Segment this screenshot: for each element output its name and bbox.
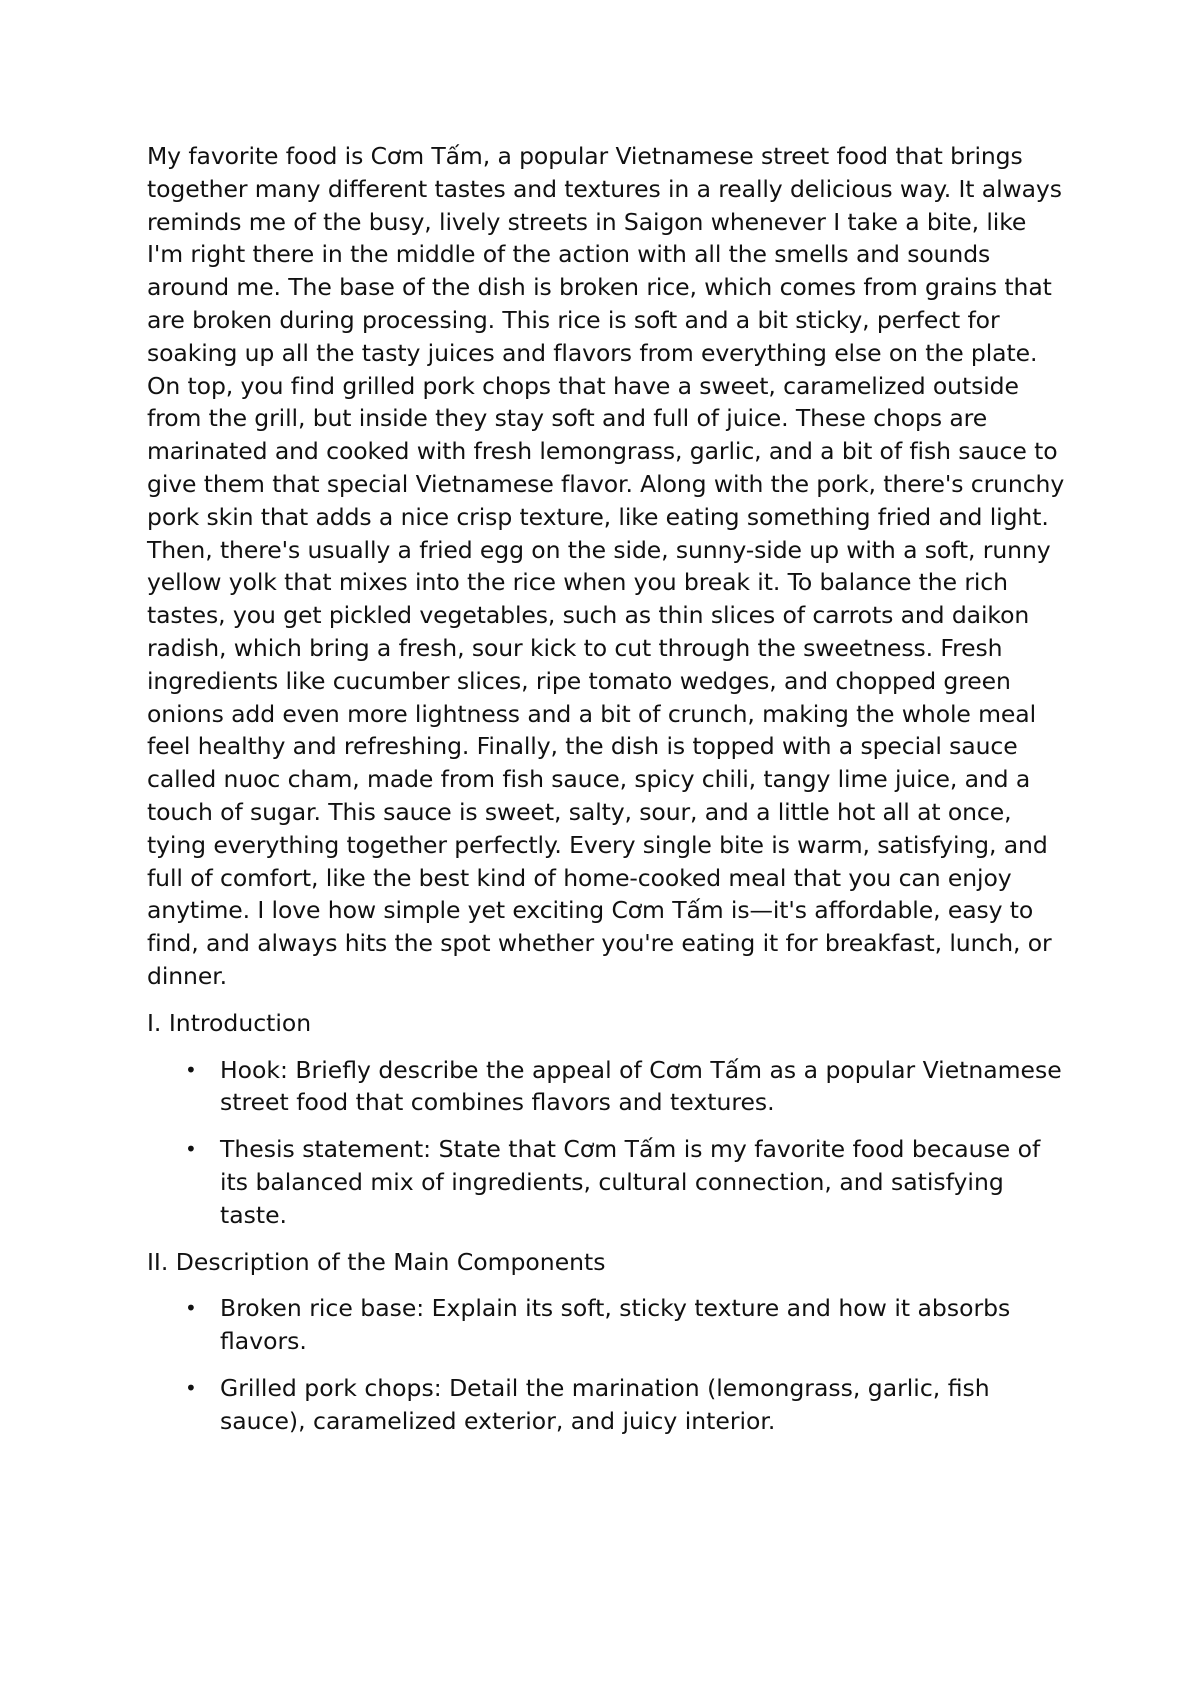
bullet-icon: • [185,1375,197,1400]
list-item-text: Thesis statement: State that Cơm Tấm is my favorite food because of its balanced mix of ingredients, cultural connection, and satisfying taste. [220,1135,1041,1229]
list-item [147,1372,1067,1438]
list-item [147,1292,1067,1358]
outline-section-introduction [147,1007,1067,1232]
bullet-icon: • [185,1296,197,1321]
essay-paragraph: My favorite food is Cơm Tấm, a popular Vietnamese street food that brings together many different tastes and textures in a really delicious way. It always reminds me of the busy, lively streets in Saigon whenever I take a bite, like I'm right there in the middle of the action with all the smells and sounds around me. The base of the dish is broken rice, which comes from grains that are broken during processing. This rice is soft and a bit sticky, perfect for soaking up all the tasty juices and flavors from everything else on the plate. On top, you find grilled pork chops that have a sweet, caramelized outside from the grill, but inside they stay soft and full of juice. These chops are marinated and cooked with fresh lemongrass, garlic, and a bit of fish sauce to give them that special Vietnamese flavor. Along with the pork, there's crunchy pork skin that adds a nice crisp texture, like eating something fried and light. Then, there's usually a fried egg on the side, sunny-side up with a soft, runny yellow yolk that mixes into the rice when you break it. To balance the rich tastes, you get pickled vegetables, such as thin slices of carrots and daikon radish, which bring a fresh, sour kick to cut through the sweetness. Fresh ingredients like cucumber slices, ripe tomato wedges, and chopped green onions add even more lightness and a bit of crunch, making the whole meal feel healthy and refreshing. Finally, the dish is topped with a special sauce called nuoc cham, made from fish sauce, spicy chili, tangy lime juice, and a touch of sugar. This sauce is sweet, salty, sour, and a little hot all at once, tying everything together perfectly. Every single bite is warm, satisfying, and full of comfort, like the best kind of home-cooked meal that you can enjoy anytime. I love how simple yet exciting Cơm Tấm is—it's affordable, easy to find, and always hits the spot whether you're eating it for breakfast, lunch, or dinner. [147,142,1065,990]
section-heading: I. Introduction [147,1008,312,1037]
list-item [147,1054,1067,1120]
list-item [147,1133,1067,1231]
bullet-icon: • [185,1137,197,1162]
document-page [147,140,1067,1437]
bullet-list [147,1292,1067,1437]
bullet-list [147,1054,1067,1232]
list-item-text: Grilled pork chops: Detail the marination (lemongrass, garlic, fish sauce), caramelized exterior, and juicy interior. [220,1373,990,1435]
section-heading: II. Description of the Main Components [147,1247,606,1276]
bullet-icon: • [185,1057,197,1082]
list-item-text: Broken rice base: Explain its soft, sticky texture and how it absorbs flavors. [220,1294,1011,1356]
outline-section-main-components [147,1246,1067,1438]
list-item-text: Hook: Briefly describe the appeal of Cơm Tấm as a popular Vietnamese street food that combines flavors and textures. [220,1055,1062,1117]
